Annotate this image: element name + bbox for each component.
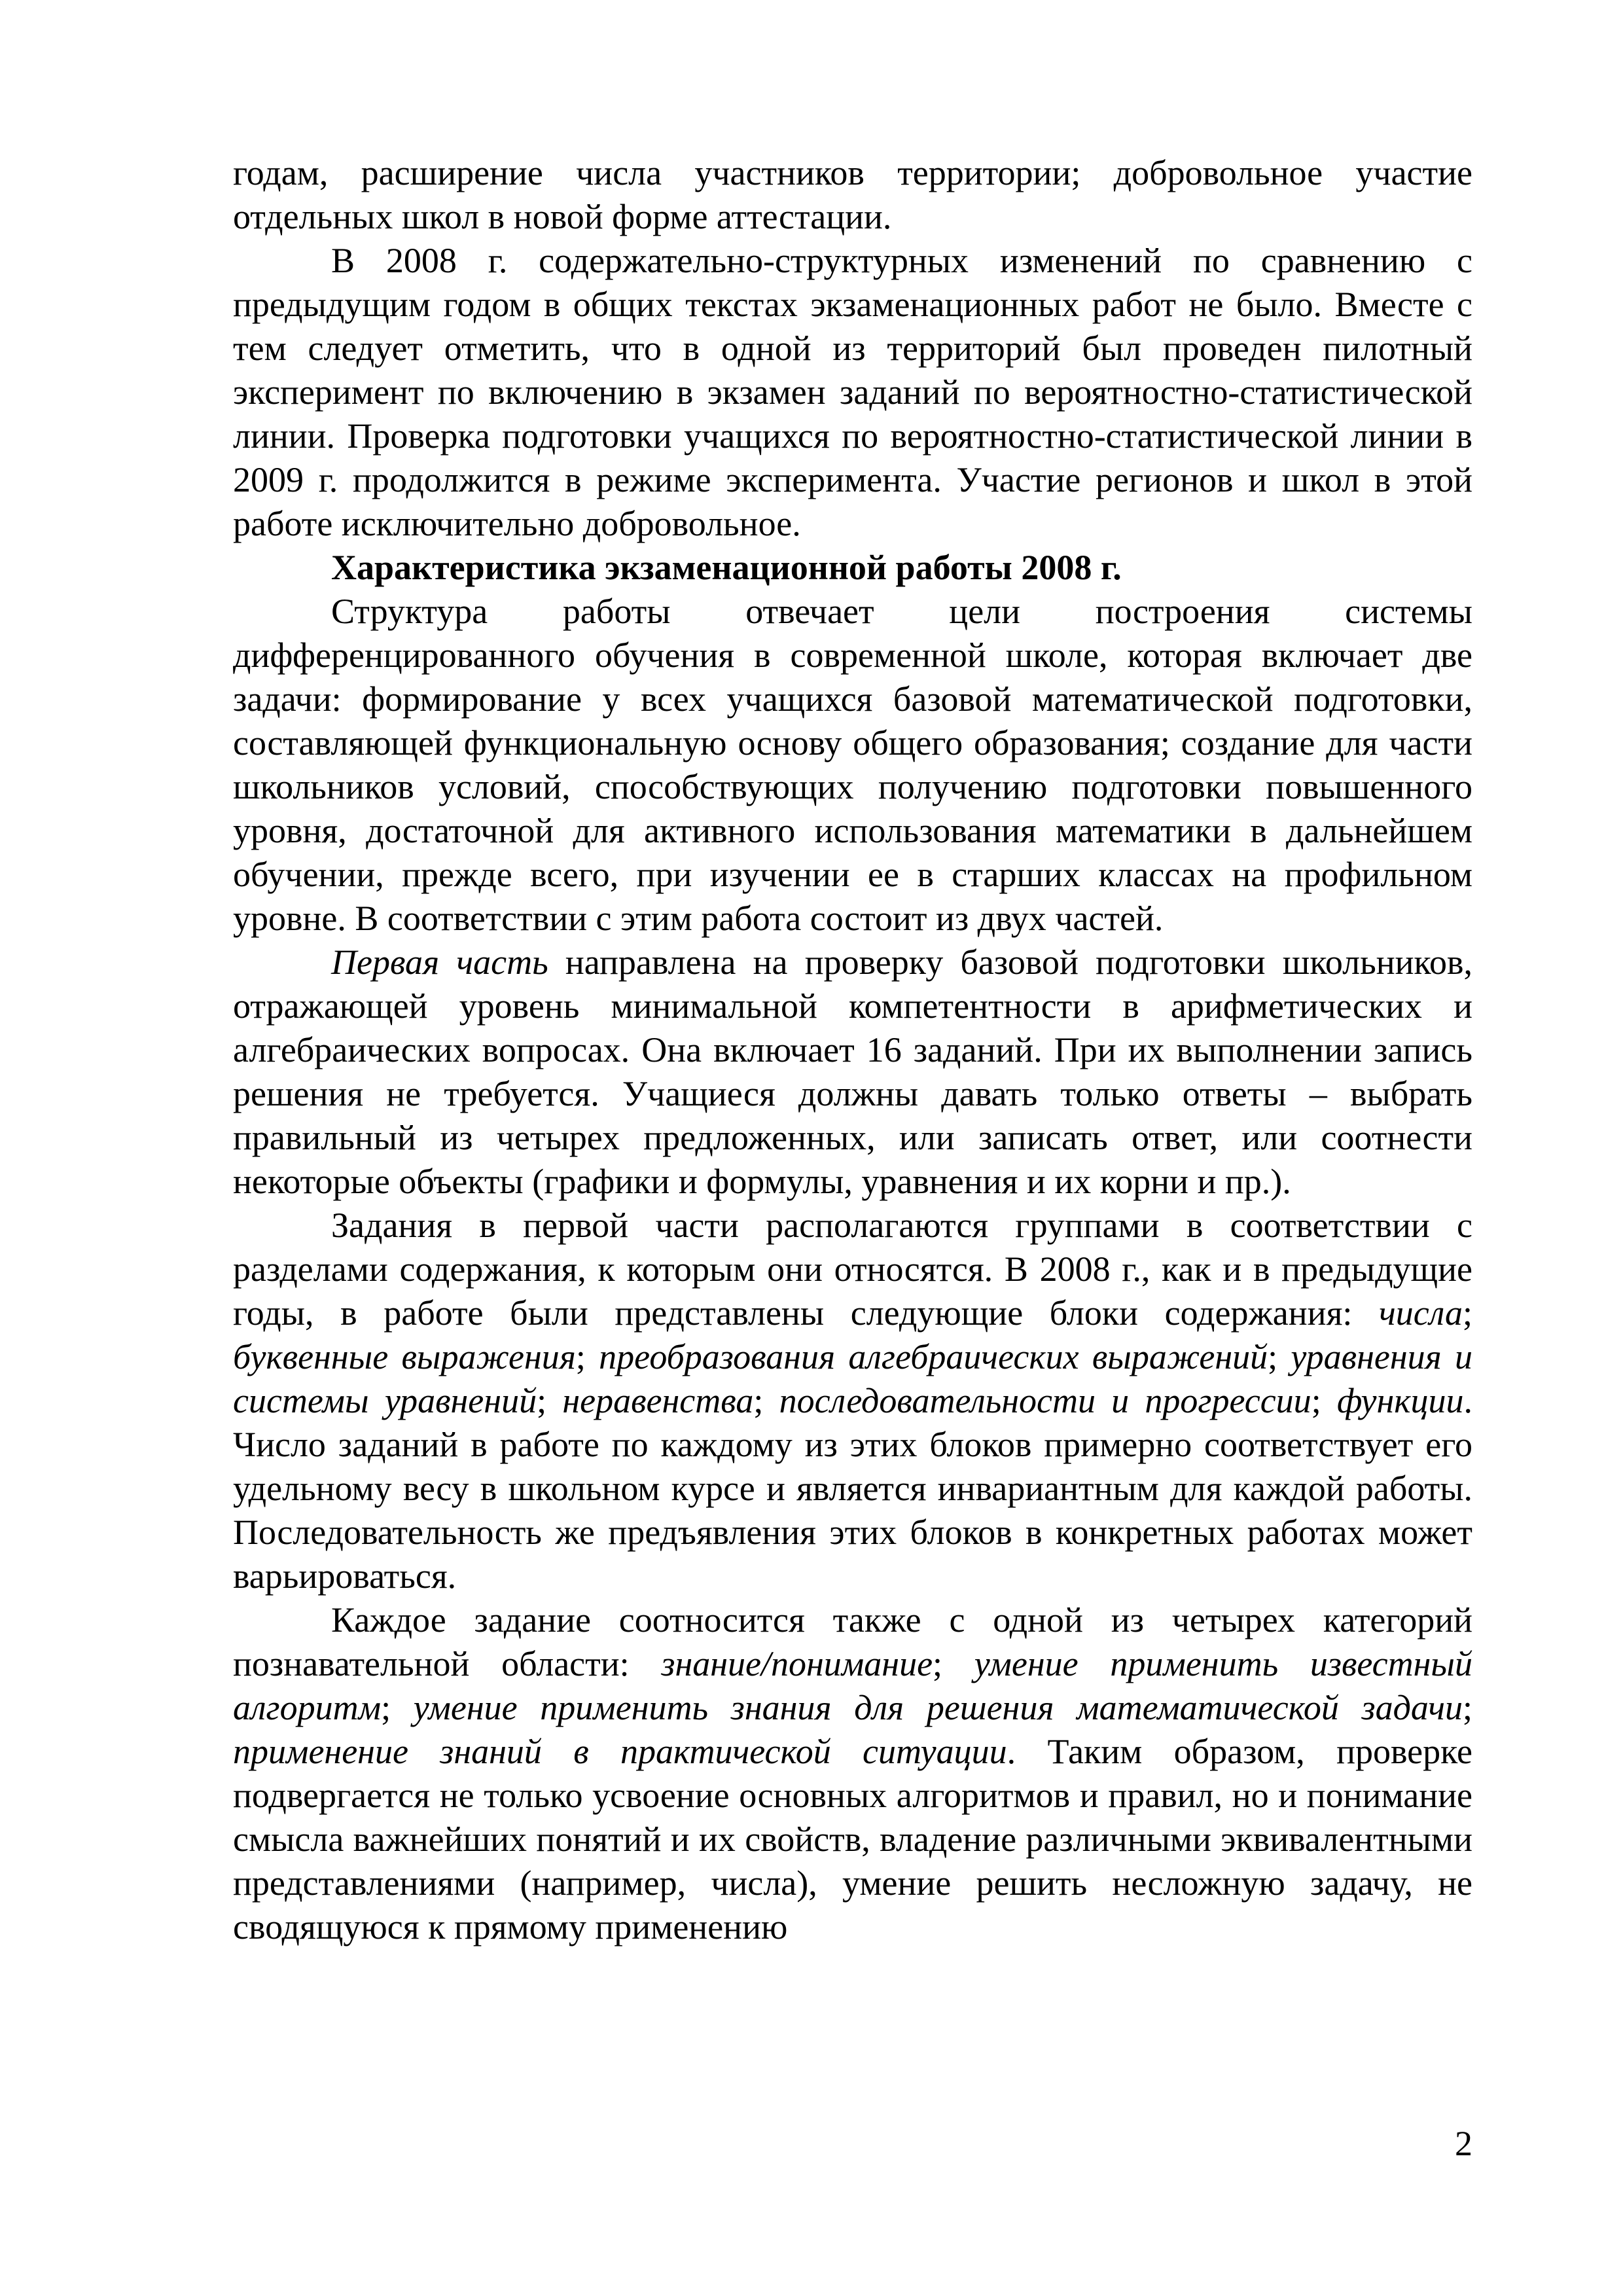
- emphasis-block-transformations: преобразования алгебраических выражений: [599, 1337, 1268, 1376]
- emphasis-category-math-task: умение применить знания для решения математической задачи: [413, 1688, 1463, 1727]
- text-run: ;: [1462, 1293, 1472, 1333]
- page-body: [233, 151, 1472, 1949]
- text-run: ;: [1462, 1688, 1472, 1727]
- text-run: . Таким образом, проверке подвергается не только усвоение основных алгоритмов и правил, но и понимание смысла важнейших понятий и их свойств, владение различными эквивалентными представлениями (например, числа), умение решить несложную задачу, не сводящуюся к прямому применению: [233, 1732, 1472, 1946]
- paragraph-content-blocks: [233, 1204, 1472, 1598]
- emphasis-category-algorithm: умение применить известный алгоритм: [233, 1644, 1472, 1727]
- text-run: ;: [575, 1337, 599, 1376]
- page-number: 2: [1455, 2124, 1472, 2163]
- emphasis-block-equations: уравнения и системы уравнений: [233, 1337, 1473, 1420]
- paragraph-structure: Структура работы отвечает цели построения системы дифференцированного обучения в современной школе, которая включает две задачи: формирование у всех учащихся базовой математической подготовки, составляющей функциональную основу общего образования; создание для части школьников условий, способствующих получению подготовки повышенного уровня, достаточной для активного использования математики в дальнейшем обучении, прежде всего, при изучении ее в старших классах на профильном уровне. В соответствии с этим работа состоит из двух частей.: [233, 592, 1472, 938]
- paragraph-first-part: [233, 941, 1472, 1204]
- emphasis-first-part: Первая часть: [331, 942, 548, 982]
- paragraph-2008-changes: В 2008 г. содержательно-структурных изменений по сравнению с предыдущим годом в общих текстах экзаменационных работ не было. Вместе с тем следует отметить, что в одной из территорий был проведен пилотный эксперимент по включению в экзамен заданий по вероятностно-статистической линии. Проверка подготовки учащихся по вероятностно-статистической линии в 2009 г. продолжится в режиме эксперимента. Участие регионов и школ в этой работе исключительно добровольное.: [233, 241, 1472, 543]
- text-run: . Число заданий в работе по каждому из этих блоков примерно соответствует его удельному весу в школьном курсе и является инвариантным для каждой работы. Последовательность же предъявления этих блоков в конкретных работах может варьироваться.: [233, 1381, 1472, 1596]
- paragraph-continuation: годам, расширение числа участников территории; добровольное участие отдельных школ в новой форме аттестации.: [233, 153, 1472, 236]
- text-run: Задания в первой части располагаются группами в соответствии с разделами содержания, к которым они относятся. В 2008 г., как и в предыдущие годы, в работе были представлены следующие блоки содержания:: [233, 1206, 1472, 1333]
- text-run: ;: [537, 1381, 563, 1420]
- emphasis-block-numbers: числа: [1379, 1293, 1463, 1333]
- text-run: направлена на проверку базовой подготовки школьников, отражающей уровень минимальной компетентности в арифметических и алгебраических вопросах. Она включает 16 заданий. При их выполнении запись решения не требуется. Учащиеся должны давать только ответы – выбрать правильный из четырех предложенных, или записать ответ, или соотнести некоторые объекты (графики и формулы, уравнения и их корни и пр.).: [233, 942, 1473, 1201]
- paragraph-categories: [233, 1598, 1472, 1949]
- emphasis-block-functions: функции: [1336, 1381, 1464, 1420]
- text-run: ;: [381, 1688, 414, 1727]
- text-run: ;: [1311, 1381, 1337, 1420]
- emphasis-category-practical: применение знаний в практической ситуации: [233, 1732, 1007, 1771]
- section-heading: Характеристика экзаменационной работы 2008 г.: [331, 548, 1122, 587]
- text-run: ;: [933, 1644, 974, 1683]
- emphasis-block-inequalities: неравенства: [562, 1381, 754, 1420]
- emphasis-category-knowledge: знание/понимание: [661, 1644, 933, 1683]
- text-run: Каждое задание соотносится также с одной из четырех категорий познавательной области:: [233, 1600, 1472, 1683]
- text-run: ;: [753, 1381, 779, 1420]
- emphasis-block-letter-expressions: буквенные выражения: [233, 1337, 576, 1376]
- text-run: ;: [1268, 1337, 1291, 1376]
- emphasis-block-sequences: последовательности и прогрессии: [779, 1381, 1311, 1420]
